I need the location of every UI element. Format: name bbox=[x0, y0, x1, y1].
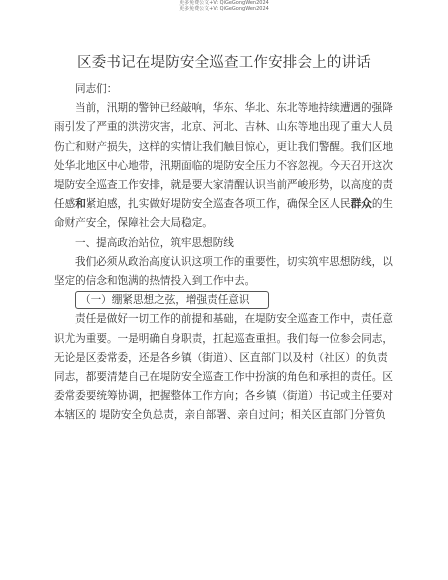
bold-qunzhong: 群众 bbox=[350, 198, 372, 211]
paragraph-intro-part-a: 当前，汛期的警钟已经敲响，华东、华北、东北等地持续遭遇的强降雨引发了严重的洪涝灾害，北京、河北、吉林、山东等地出现了重大人员伤亡和财产损失，这样的实情让我们触目惊心，更让我们警醒。我们区地处华北地区中心地带，汛期面临的堤防安全压力不容忽视。今天召开这次堤防安全巡查工作安排，就是要大家清醒认识当前严峻形势，以高度的责任感 bbox=[54, 102, 393, 211]
watermark-line-1: 更多免费公文+V: QiGeGongWen2024 bbox=[179, 0, 269, 6]
paragraph-intro bbox=[54, 99, 394, 233]
bold-he: 和 bbox=[75, 198, 86, 211]
paragraph-intro-part-c: 的生命财产安全，保障社会大局稳定。 bbox=[54, 198, 393, 230]
watermark-line-2: 更多免费公文+V: QiGeGongWen2024 bbox=[179, 6, 269, 12]
paragraph-responsibility: 责任是做好一切工作的前提和基础，在堤防安全巡查工作中，责任意识尤为重要。一是明确自身职责，扛起巡查重担。我们每一位参会同志，无论是区委常委，还是各乡镇（街道）、区直部门以及村（社区）的负责同志，都要清楚自己在堤防安全巡查工作中扮演的角色和承担的责任。区委常委要统筹协调，把握整体工作方向；各乡镇（街道）书记或主任要对本辖区的 堤防安全负总责，亲自部署、亲自过问；相关区直部门分管负 bbox=[54, 313, 393, 422]
document-title: 区委书记在堤防安全巡查工作安排会上的讲话 bbox=[77, 55, 371, 71]
paragraph-political: 我们必须从政治高度认识这项工作的重要性，切实筑牢思想防线，以坚定的信念和饱满的热情投入到工作中去。 bbox=[54, 255, 393, 288]
document-body bbox=[54, 80, 394, 426]
heading-level-2: （一）绷紧思想之弦，增强责任意识 bbox=[75, 291, 269, 309]
paragraph-intro-part-b: 紧迫感，扎实做好堤防安全巡查各项工作，确保全区人民 bbox=[85, 198, 351, 211]
salutation: 同志们： bbox=[75, 83, 118, 95]
heading-level-1: 一、提高政治站位，筑牢思想防线 bbox=[75, 236, 234, 249]
